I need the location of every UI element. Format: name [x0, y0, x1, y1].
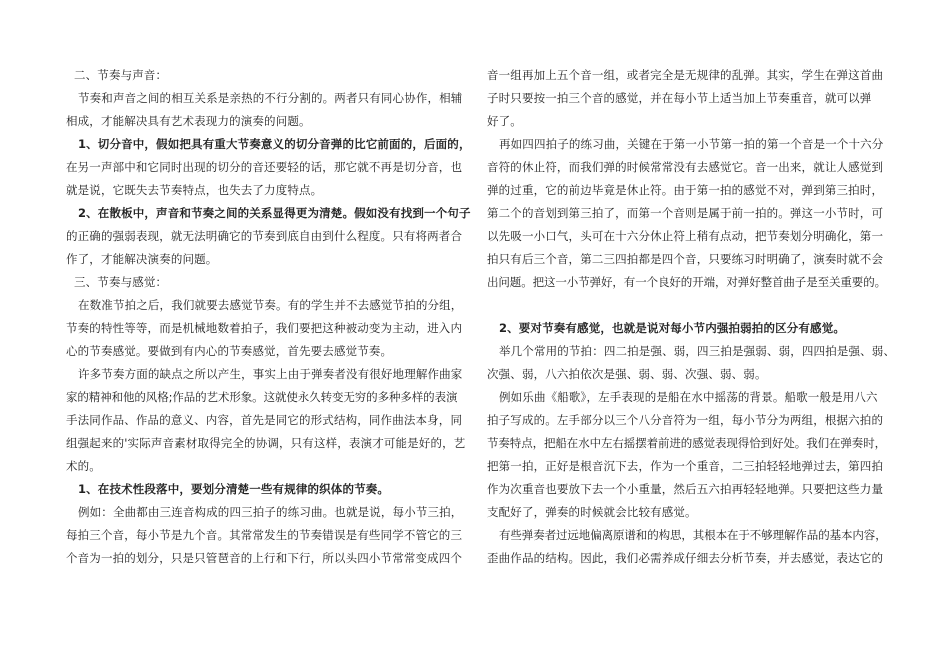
paragraph-line: 出问题。把这一小节弹好，有一个良好的开端，对弹好整首曲子是至关重要的。 [487, 275, 886, 289]
paragraph-line: 把第一拍，正好是根音沉下去，作为一个重音，二三拍轻轻地弹过去，第四拍 [487, 459, 884, 473]
paragraph-line: 有些弹奏者过远地偏离原谱和的构思，其根本在于不够理解作品的基本内容， [499, 528, 887, 542]
numbered-point-line: 2、在散板中，声音和节奏之间的关系显得更为清楚。假如没有找到一个句子 [78, 206, 471, 220]
paragraph-line: 再如四四拍子的练习曲，关键在于第一小节第一拍的第一个音是一个十六分 [499, 137, 884, 151]
left-text-column [66, 64, 471, 570]
paragraph-line: 许多节奏方面的缺点之所以产生，事实上由于弹奏者没有很好地理解作曲家 [78, 367, 463, 381]
paragraph-line: 节奏特点，把船在水中左右摇摆着前进的感觉表现得恰到好处。我们在弹奏时， [487, 436, 886, 450]
paragraph-line: 节奏的特性等等，而是机械地数着拍子，我们要把这种被动变为主动，进入内 [66, 321, 463, 335]
section-heading-rhythm-and-sound: 二、节奏与声音： [74, 68, 168, 82]
paragraph-line: 以先吸一小口气，头可在十六分休止符上稍有点动，把节奏划分明确化，第一 [487, 229, 884, 243]
paragraph-line: 作为次重音也要放下去一个小重量，然后五六拍再轻轻地弹。只要把这些力量 [487, 482, 884, 496]
right-text-column [487, 64, 896, 570]
paragraph-line: 子时只要按一拍三个音的感觉，并在每小节上适当加上节奏重音，就可以弹 [487, 91, 872, 105]
paragraph-line: 就是说，它既失去节奏特点，也失去了力度特点。 [66, 183, 323, 197]
paragraph-line: 拍只有后三个音，第二三四拍都是四个音，只要练习时明确了，演奏时就不会 [487, 252, 884, 266]
paragraph-line: 例如：全曲都由三连音构成的四三拍子的练习曲。也就是说，每小节三拍， [78, 505, 463, 519]
numbered-point-line: 1、在技术性段落中，要划分清楚一些有规律的织体的节奏。 [78, 482, 390, 496]
paragraph-line: 音符的休止符，而我们弹的时候常常没有去感觉它。音一出来，就让人感觉到 [487, 160, 884, 174]
paragraph-line: 好了。 [487, 114, 522, 128]
paragraph-line: 家的精神和他的风格;作品的艺术形象。这就使永久转变无穷的多种多样的表演 [66, 390, 458, 404]
section-heading-rhythm-and-feeling: 三、节奏与感觉： [74, 275, 168, 289]
paragraph-line: 弹的过重，它的前边毕竟是休止符。由于第一拍的感觉不对，弹到第三拍时， [487, 183, 884, 197]
paragraph-gap [487, 294, 879, 317]
numbered-point-line: 1、切分音中，假如把具有重大节奏意义的切分音弹的比它前面的，后面的， [78, 137, 471, 151]
paragraph-line: 歪曲作品的结构。因此，我们必需养成仔细去分析节奏，并去感觉，表达它的 [487, 551, 884, 565]
numbered-point-line: 2、要对节奏有感觉，也就是说对每小节内强拍弱拍的区分有感觉。 [499, 321, 845, 335]
paragraph-line: 作了，才能解决演奏的问题。 [66, 252, 218, 266]
paragraph-line: 术的。 [66, 459, 101, 473]
paragraph-line: 拍子写成的。左手部分以三个八分音符为一组，每小节分为两组，根据六拍的 [487, 413, 884, 427]
paragraph-line: 组强起来的'实际声音素材取得完全的协调，只有这样，表演才可能是好的，艺 [66, 436, 466, 450]
paragraph-line: 音一组再加上五个音一组，或者完全是无规律的乱弹。其实，学生在弹这首曲 [487, 68, 884, 82]
paragraph-line: 次强、弱，八六拍依次是强、弱、弱、次强、弱、弱。 [487, 367, 767, 381]
paragraph-line: 在数准节拍之后，我们就要去感觉节奏。有的学生并不去感觉节拍的分组， [78, 298, 463, 312]
paragraph-line: 第二个的音划到第三拍了，而第一个音则是属于前一拍的。弹这一小节时，可 [487, 206, 884, 220]
paragraph-line: 每拍三个音，每小节是九个音。其常常发生的节奏错误是有些同学不管它的三 [66, 528, 463, 542]
paragraph-line: 的正确的强弱表现，就无法明确它的节奏到底自由到什么程度。只有将两者合 [66, 229, 463, 243]
paragraph-line: 心的节奏感觉。要做到有内心的节奏感觉，首先要去感觉节奏。 [66, 344, 393, 358]
paragraph-line: 例如乐曲《船歌》，左手表现的是船在水中摇荡的背景。船歌一般是用八六 [499, 390, 878, 404]
paragraph-line: 举几个常用的节拍：四二拍是强、弱，四三拍是强弱、弱，四四拍是强、弱、 [499, 344, 896, 358]
paragraph-line: 手法同作品、作品的意义、内容，首先是同它的形式结构，同作曲法本身，同 [66, 413, 463, 427]
paragraph-line: 个音为一拍的划分，只是只管琶音的上行和下行，所以头四小节常常变成四个 [66, 551, 463, 565]
paragraph-line: 相成，才能解决具有艺术表现力的演奏的问题。 [66, 114, 311, 128]
paragraph-line: 在另一声部中和它同时出现的切分的音还要轻的话，那它就不再是切分音，也 [66, 160, 463, 174]
paragraph-line: 节奏和声音之间的相互关系是亲热的不行分割的。两者只有同心协作，相辅 [78, 91, 463, 105]
paragraph-line: 支配好了，弹奏的时候就会比较有感觉。 [487, 505, 697, 519]
